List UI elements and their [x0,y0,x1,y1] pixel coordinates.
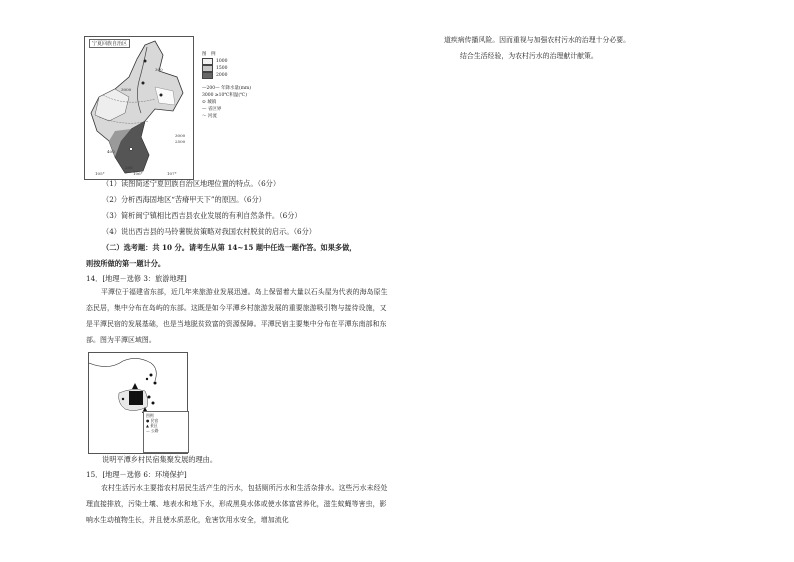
legend-title: 图例 [146,413,154,418]
right-passage-cont: 道疾病传播风险。因而重视与加强农村污水的治理十分必要。 [444,36,631,44]
contour-label: 2500 [175,139,186,144]
question-3: （3）简析闽宁镇相比西吉县农业发展的有利自然条件。（6分） [102,211,302,220]
longitude-tick: 105° [95,171,105,176]
longitude-tick: 106° [133,171,143,176]
contour-label: 3000 [121,87,132,92]
legend-item: 1500 [216,65,228,71]
contour-label: 400 [107,149,115,154]
section-2-instructions-cont: 则按所做的第一题计分。 [86,259,166,268]
legend-symbol-item: ～ 河流 [202,113,217,119]
ningxia-map-title: 宁夏回族自治区 [89,39,130,48]
question-14-label: 14．[地理－选修 3：旅游地理] [86,274,187,283]
pingtan-map [88,352,188,454]
question-4: （4）说出西吉县的马铃薯脱贫策略对我国农村脱贫的启示。（6分） [102,227,316,236]
legend-item: ▲ 景区 [146,423,158,428]
longitude-tick: 107° [167,171,177,176]
contour-label: 3000 [175,133,186,138]
question-2: （2）分析西海固地区“苦瘠甲天下”的原因。（6分） [102,195,266,204]
legend-title: 图 例 [202,52,216,57]
contour-label: 200 [125,165,133,170]
pingtan-map-legend [143,411,189,453]
legend-swatch-medium [202,65,213,72]
legend-symbol-item: ⊙ 城镇 [202,99,217,105]
legend-line-item: 3000 ≥10℃积温(℃) [202,92,247,98]
legend-item: 2000 [216,72,228,78]
legend-swatch-dark [202,72,213,79]
section-2-instructions: （二）选考题：共 10 分。请考生从第 14~15 题中任选一题作答。如果多做， [102,243,357,252]
ningxia-map-legend [202,52,272,120]
ningxia-map-graphic [85,37,193,179]
legend-item: 1000 [216,58,228,64]
question-14-ask: 说明平潭乡村民宿集聚发展的理由。 [102,455,218,464]
contour-label: 300 [155,67,163,72]
legend-line-item: —200— 年降水量(mm) [202,85,252,91]
legend-swatch-light [202,58,213,65]
right-question-ask: 结合生活经验，为农村污水的治理献计献策。 [460,52,598,60]
question-1: （1）读图简述宁夏回族自治区地理位置的特点。（6分） [102,179,281,188]
question-15-passage: 农村生活污水主要指农村居民生活产生的污水，包括厕所污水和生活杂排水。这些污水未经处理直接排放，污染土壤、地表水和地下水，形成黑臭水体或使水体富营养化，滋生蚊蝇等害虫，影响水生动植物生长，并且使水质恶化，危害饮用水安全，增加流化 [86,484,388,524]
question-15-label: 15．[地理－选修 6：环境保护] [86,470,187,479]
ningxia-map [84,36,194,180]
question-14-passage: 平潭位于福建省东部，近几年来旅游业发展迅速。岛上保留着大量以石头屋为代表的海岛原生态民居，集中分布在岛屿的东部。这既是如今平潭乡村旅游发展的重要旅游吸引物与接待设施，又是平潭民宿的发展基础，也是当地脱贫致富的资源保障。平潭民宿主要集中分布在平潭东南部和东部。图为平潭区域图。 [86,288,388,344]
legend-symbol-item: — 省区界 [202,106,222,112]
legend-item: ● 民宿 [146,418,159,423]
legend-item: — 公路 [146,428,159,433]
